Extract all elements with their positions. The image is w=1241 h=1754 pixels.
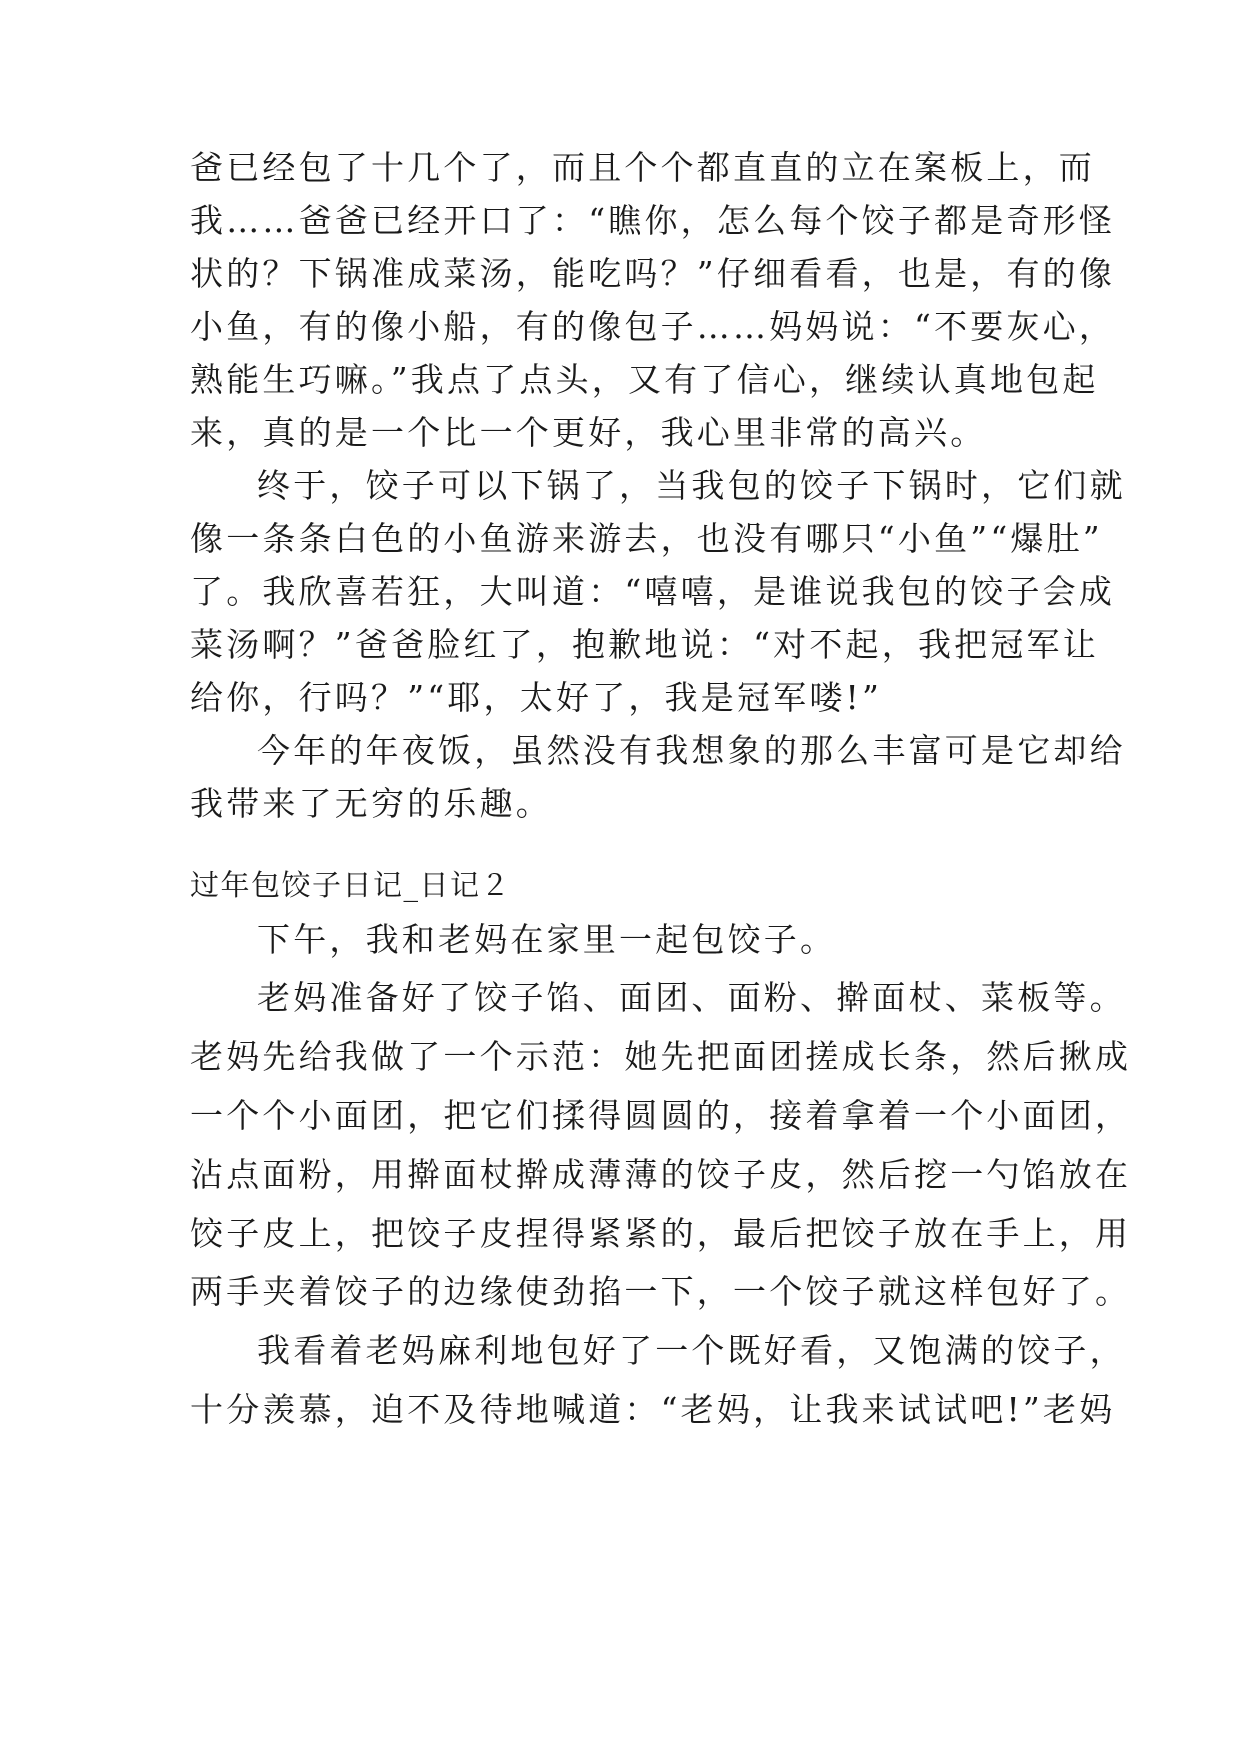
text-line: 一个个小面团，把它们揉得圆圆的，接着拿着一个小面团， (190, 1096, 1132, 1135)
text-line: 熟能生巧嘛。”我点了点头，又有了信心，继续认真地包起 (190, 360, 1099, 399)
text-line: 沾点面粉，用擀面杖擀成薄薄的饺子皮，然后挖一勺馅放在 (190, 1155, 1132, 1194)
text-line: 像一条条白色的小鱼游来游去，也没有哪只“小鱼”“爆肚” (190, 519, 1103, 558)
text-line: 状的？下锅准成菜汤，能吃吗？”仔细看看，也是，有的像 (190, 254, 1116, 293)
text-line: 我……爸爸已经开口了：“瞧你，怎么每个饺子都是奇形怪 (190, 201, 1116, 240)
text-line: 了。我欣喜若狂，大叫道：“嘻嘻，是谁说我包的饺子会成 (190, 572, 1116, 611)
text-line: 菜汤啊？”爸爸脸红了，抱歉地说：“对不起，我把冠军让 (190, 625, 1099, 664)
paragraph-first-line: 老妈准备好了饺子馅、面团、面粉、擀面杖、菜板等。 (257, 978, 1126, 1017)
text-line: 老妈先给我做了一个示范：她先把面团搓成长条，然后揪成 (190, 1037, 1132, 1076)
text-line: 来，真的是一个比一个更好，我心里非常的高兴。 (190, 413, 987, 452)
text-line: 十分羡慕，迫不及待地喊道：“老妈，让我来试试吧!”老妈 (190, 1390, 1116, 1429)
text-line: 两手夹着饺子的边缘使劲掐一下，一个饺子就这样包好了。 (190, 1272, 1132, 1311)
paragraph-first-line: 下午，我和老妈在家里一起包饺子。 (257, 920, 837, 959)
text-line: 给你，行吗？”“耶，太好了，我是冠军喽!” (190, 678, 883, 717)
section-heading: 过年包饺子日记_日记２ (190, 868, 512, 902)
text-line: 小鱼，有的像小船，有的像包子……妈妈说：“不要灰心， (190, 307, 1116, 346)
text-line: 饺子皮上，把饺子皮捏得紧紧的，最后把饺子放在手上，用 (190, 1214, 1132, 1253)
text-line: 我带来了无穷的乐趣。 (190, 784, 552, 823)
text-line: 爸已经包了十几个了，而且个个都直直的立在案板上，而 (190, 148, 1095, 187)
paragraph-first-line: 今年的年夜饭，虽然没有我想象的那么丰富可是它却给 (257, 731, 1126, 770)
paragraph-first-line: 终于，饺子可以下锅了，当我包的饺子下锅时，它们就 (257, 466, 1126, 505)
paragraph-first-line: 我看着老妈麻利地包好了一个既好看，又饱满的饺子， (257, 1331, 1126, 1370)
